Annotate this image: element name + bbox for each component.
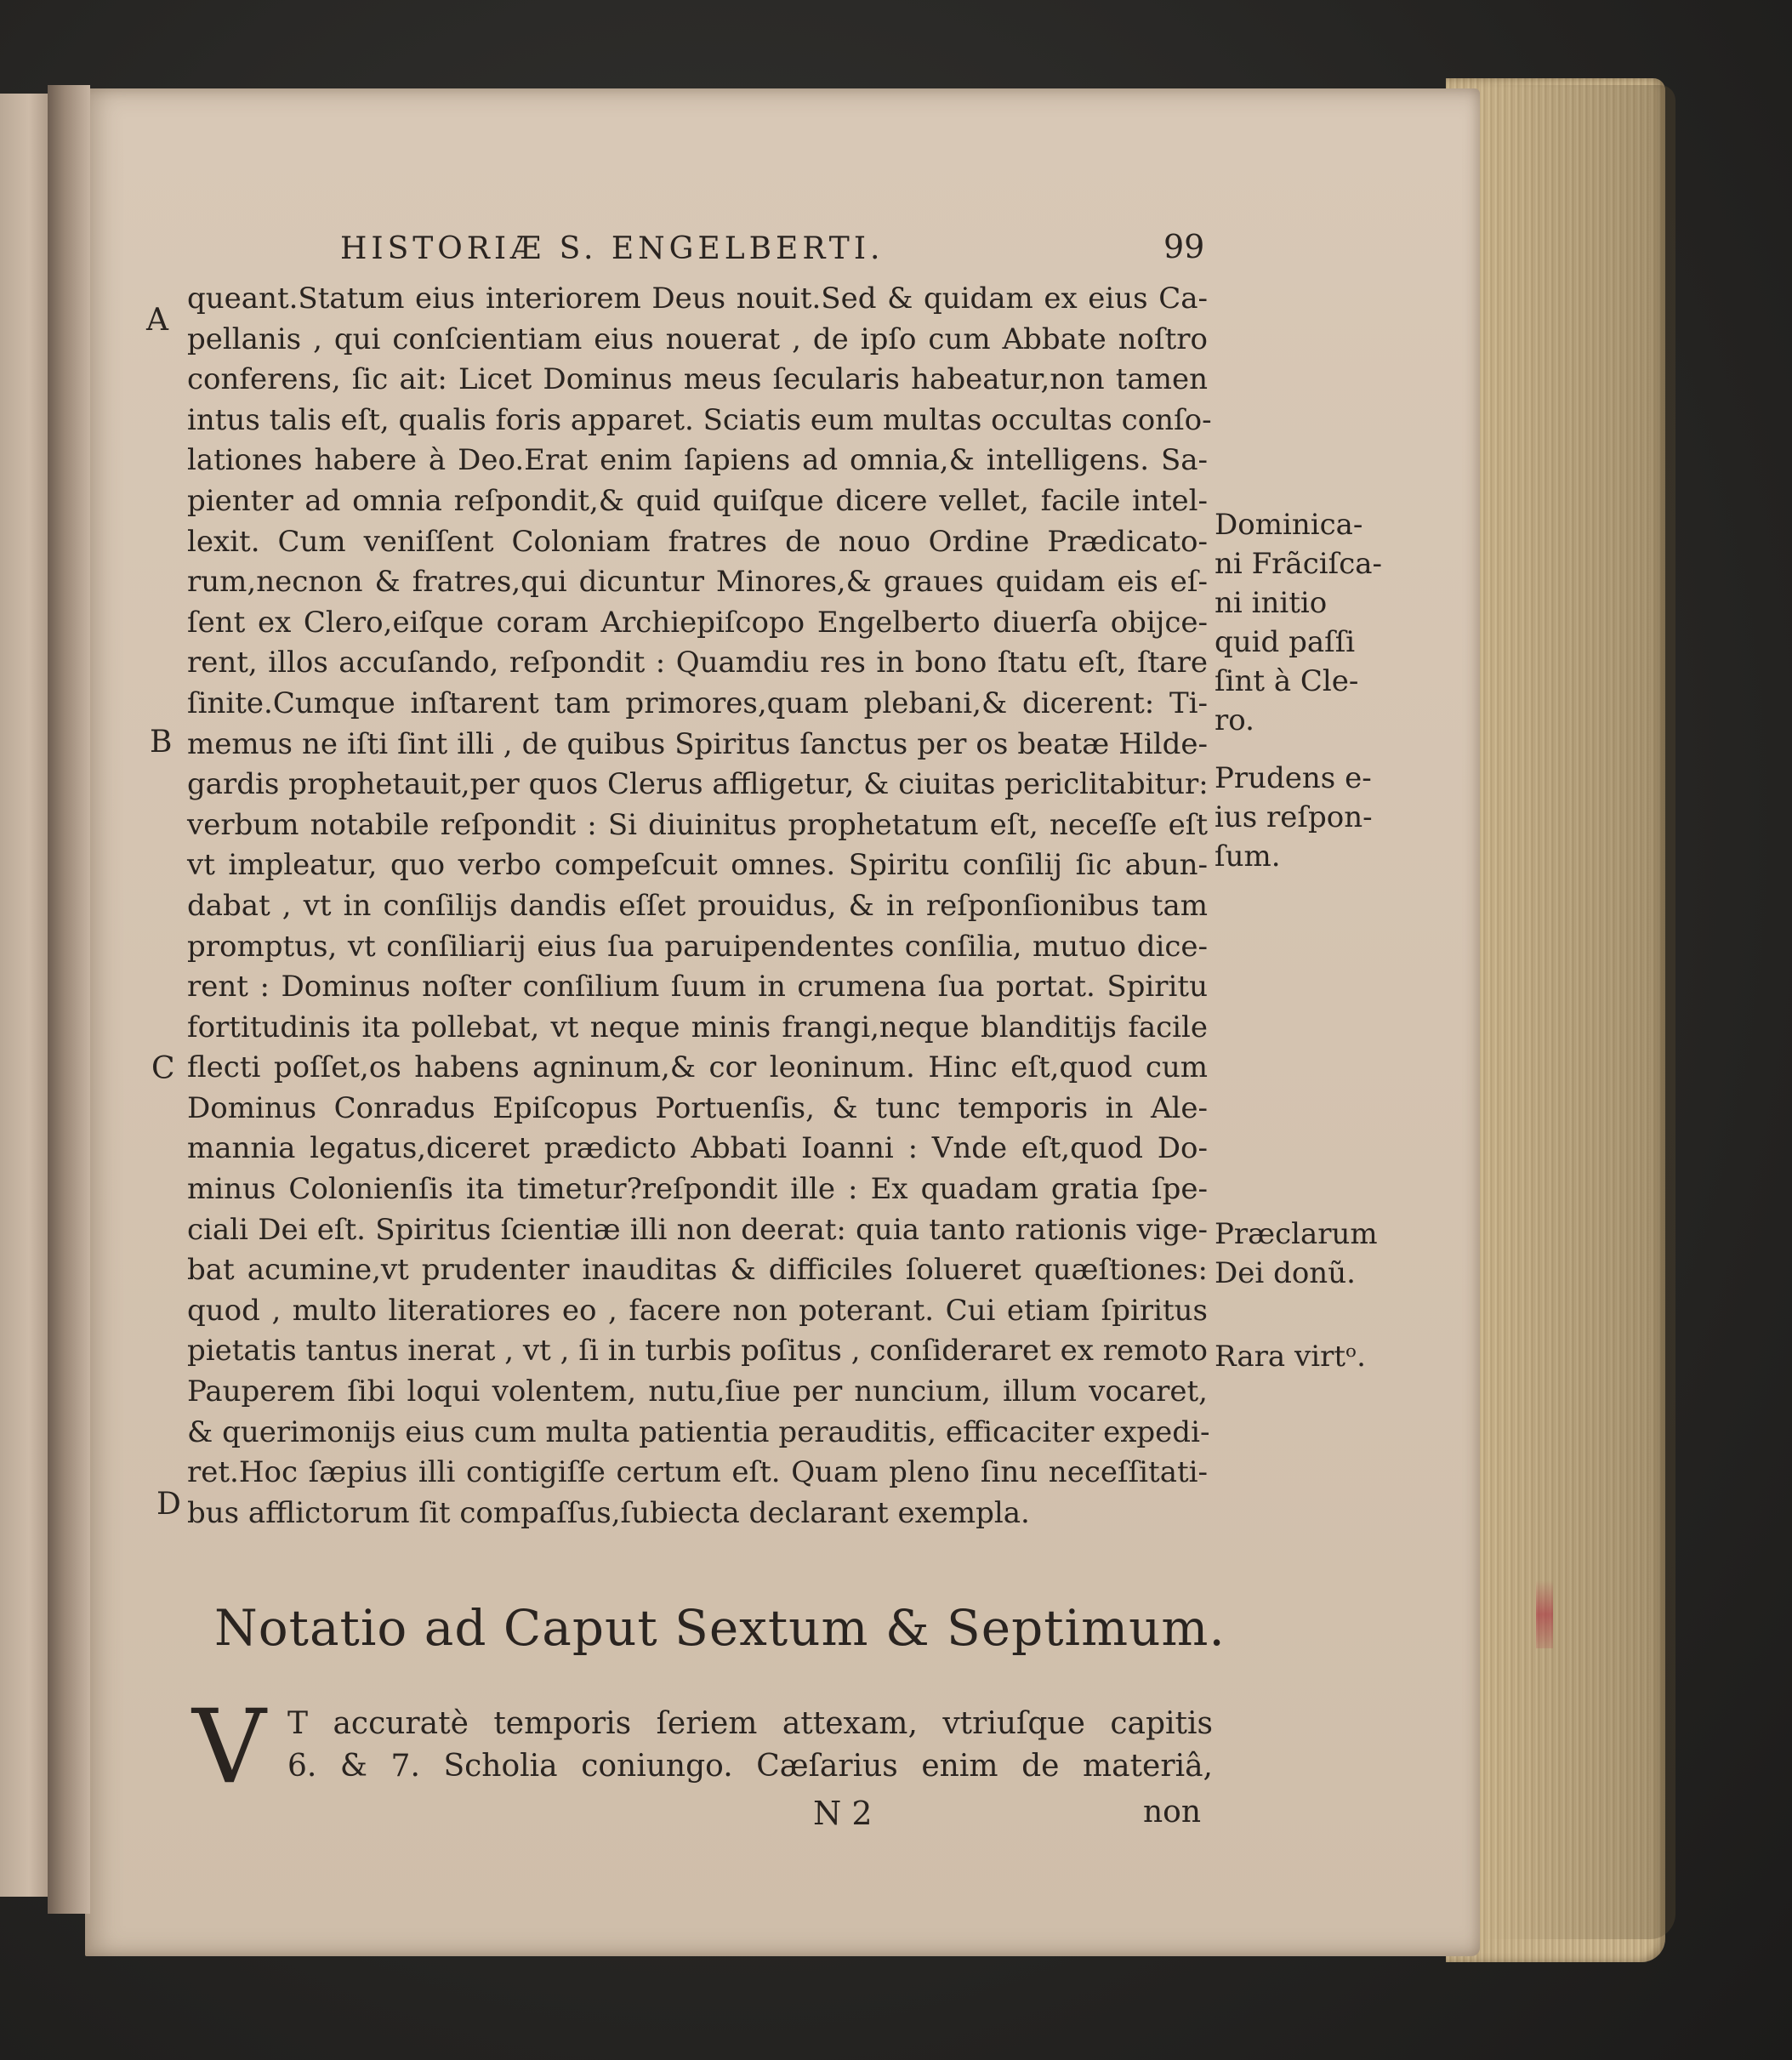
text-line: pienter ad omnia reſpondit,& quid quiſque dicere vellet, facile intel- <box>187 483 1208 518</box>
text-line: conferens, ſic ait: Licet Dominus meus ſecularis habeatur,non tamen <box>187 362 1208 397</box>
text-line: bus afflictorum ſit compaſſus,ſubiecta declarant exempla. <box>187 1495 1030 1530</box>
margin-note-line: Dominica- <box>1215 508 1363 542</box>
text-line: fortitudinis ita pollebat, vt neque minis frangi,neque blanditijs facile <box>187 1010 1208 1044</box>
margin-note-line: ni initio <box>1215 586 1328 620</box>
page-number: 99 <box>1163 228 1205 265</box>
text-line: minus Colonienſis ita timetur?reſpondit ille : Ex quadam gratia ſpe- <box>187 1172 1208 1207</box>
text-line: queant.Statum eius interiorem Deus nouit.Sed & quidam ex eius Ca- <box>187 282 1208 316</box>
text-line: dabat , vt in conſilijs dandis eſſet prouidus, & in reſponſionibus tam <box>187 888 1208 923</box>
text-line: flecti poſſet,os habens agninum,& cor leoninum. Hinc eſt,quod cum <box>187 1050 1208 1085</box>
text-line: Dominus Conradus Epiſcopus Portuenſis, & tunc temporis in Ale- <box>187 1090 1208 1125</box>
running-head: HISTORIÆ S. ENGELBERTI. <box>340 231 885 266</box>
text-line: ſinite.Cumque inſtarent tam primores,quam plebani,& dicerent: Ti- <box>187 686 1208 720</box>
text-line: pellanis , qui conſcientiam eius nouerat , de ipſo cum Abbate noſtro <box>187 322 1208 356</box>
red-ink-stain <box>1536 1580 1553 1648</box>
notatio-text-block <box>287 1703 1213 1788</box>
signature-mark: N 2 <box>813 1795 873 1832</box>
margin-note-line: ro. <box>1215 703 1254 737</box>
section-letter-d: D <box>156 1487 181 1522</box>
margin-note-line: ni Frãciſca- <box>1215 547 1382 581</box>
margin-note-rara <box>1215 1337 1366 1376</box>
facing-page-edge <box>0 94 53 1897</box>
main-text-block <box>187 279 1212 1534</box>
binding-gutter <box>48 85 90 1914</box>
text-line: promptus, vt conſiliarij eius ſua paruipendentes conſilia, mutuo dice- <box>187 929 1208 964</box>
text-line: bat acumine,vt prudenter inauditas & difficiles ſolueret quæſtiones: <box>187 1253 1208 1288</box>
catchword: non <box>1143 1795 1202 1830</box>
section-heading: Notatio ad Caput Sextum & Septimum. <box>214 1599 1226 1657</box>
text-line: T accuratè temporis ſeriem attexam, vtriuſque capitis <box>287 1706 1213 1741</box>
text-line: rent : Dominus noſter conſilium ſuum in crumena ſua portat. Spiritu <box>187 970 1208 1004</box>
text-line: pietatis tantus inerat , vt , ſi in turbis poſitus , conſideraret ex remoto <box>187 1334 1208 1369</box>
margin-note-line: ſum. <box>1215 839 1281 874</box>
text-line: quod , multo literatiores eo , facere non poterant. Cui etiam ſpiritus <box>187 1293 1208 1328</box>
text-line: Pauperem ſibi loqui volentem, nutu,ſiue per nuncium, illum vocaret, <box>187 1374 1208 1409</box>
text-line: mannia legatus,diceret prædicto Abbati Ioanni : Vnde eſt,quod Do- <box>187 1131 1208 1166</box>
drop-cap: V <box>192 1688 266 1807</box>
text-line: lexit. Cum veniſſent Coloniam fratres de nouo Ordine Prædicato- <box>187 524 1208 559</box>
text-line: gardis prophetauit,per quos Clerus affligetur, & ciuitas periclitabitur: <box>187 767 1209 802</box>
text-line: ſent ex Clero,eiſque coram Archiepiſcopo Engelberto diuerſa obijce- <box>187 605 1208 640</box>
section-letter-c: C <box>151 1051 175 1086</box>
text-line: vt impleatur, quo verbo compeſcuit omnes. Spiritu conſilij ſic abun- <box>187 848 1208 883</box>
text-line: ciali Dei eſt. Spiritus ſcientiæ illi non deerat: quia tanto rationis vige- <box>187 1212 1208 1247</box>
text-line: ret.Hoc ſæpius illi contigiſſe certum eſt. Quam pleno ſinu neceſſitati- <box>187 1455 1208 1490</box>
text-line: verbum notabile reſpondit : Si diuinitus prophetatum eſt, neceſſe eſt <box>187 807 1208 842</box>
margin-note-line: Prudens e- <box>1215 761 1372 795</box>
text-line: rent, illos accuſando, reſpondit : Quamdiu res in bono ſtatu eſt, ſtare <box>187 646 1208 680</box>
margin-note-line: ſint à Cle- <box>1215 664 1359 698</box>
margin-note-line: Dei donũ. <box>1215 1256 1356 1290</box>
text-line: & querimonijs eius cum multa patientia perauditis, efficaciter expedi- <box>187 1414 1210 1449</box>
text-line: memus ne iſti ſint illi , de quibus Spiritus ſanctus per os beatæ Hilde- <box>187 726 1208 761</box>
margin-note-line: ius reſpon- <box>1215 800 1373 834</box>
margin-note-prudens <box>1215 759 1373 876</box>
text-line: intus talis eſt, qualis foris apparet. Sciatis eum multas occultas conſo- <box>187 402 1212 437</box>
text-line: lationes habere à Deo.Erat enim ſapiens ad omnia,& intelligens. Sa- <box>187 443 1208 478</box>
margin-note-line: Præclarum <box>1215 1217 1378 1251</box>
margin-note-praeclarum <box>1215 1215 1378 1293</box>
margin-note-dominicani <box>1215 505 1382 740</box>
section-letter-a: A <box>146 303 168 338</box>
text-line: rum,necnon & fratres,qui dicuntur Minores,& graues quidam eis eſ- <box>187 565 1208 600</box>
text-line: 6. & 7. Scholia coniungo. Cæſarius enim de materiâ, <box>287 1749 1213 1784</box>
margin-note-line: quid paſſi <box>1215 625 1356 659</box>
margin-note-line: Rara virtᵒ. <box>1215 1340 1366 1374</box>
section-letter-b: B <box>150 725 173 760</box>
fore-edge-shading <box>1484 85 1675 1939</box>
